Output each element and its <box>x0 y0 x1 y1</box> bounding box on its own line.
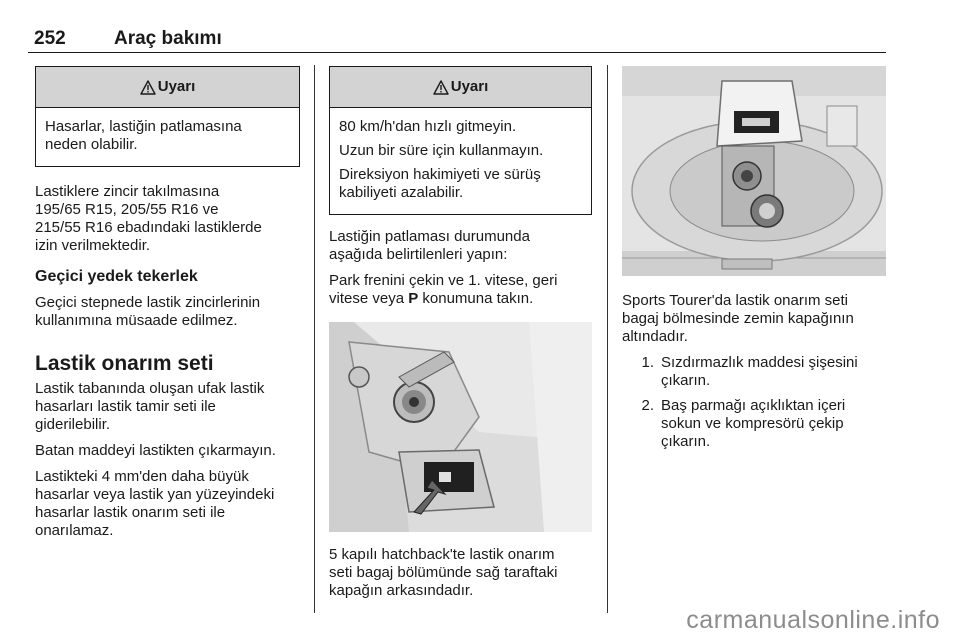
column-divider <box>607 65 608 613</box>
warning-box <box>35 66 300 167</box>
column-divider <box>314 65 315 613</box>
warning-title: Uyarı <box>157 78 196 95</box>
section-heading-repair-kit: Lastik onarım seti <box>35 352 214 375</box>
list-item <box>622 397 884 451</box>
warning-body <box>330 108 591 214</box>
warning-handling-text: Direksiyon hakimiyeti ve sürüş kabiliyeti azalabilir. <box>339 166 541 201</box>
sports-tourer-paragraph: Sports Tourer'da lastik onarım seti bagaj bölmesinde zemin kapağının altındadır. <box>622 292 854 345</box>
damage-limit-paragraph: Lastikteki 4 mm'den daha büyük hasarlar veya lastik yan yüzeyindeki hasarlar lastik onarım seti ile onarılamaz. <box>35 468 275 539</box>
warning-speed-text: 80 km/h'dan hızlı gitmeyin. <box>339 118 517 135</box>
parking-brake-paragraph: Park frenini çekin ve 1. vitese, geri vitese veya P konumuna takın. <box>329 272 558 307</box>
warning-body <box>36 108 299 166</box>
warning-triangle-icon <box>140 80 156 95</box>
warning-header <box>36 67 299 108</box>
page-number: 252 <box>34 28 66 49</box>
hatchback-caption: 5 kapılı hatchback'te lastik onarım seti bagaj bölümünde sağ taraftaki kapağın arkasındadır. <box>329 546 558 599</box>
foreign-object-paragraph: Batan maddeyi lastikten çıkarmayın. <box>35 442 276 459</box>
steps-list <box>622 354 884 451</box>
warning-triangle-icon <box>433 80 449 95</box>
watermark: carmanualsonline.info <box>686 606 940 634</box>
puncture-paragraph: Lastiğin patlaması durumunda aşağıda belirtilenleri yapın: <box>329 228 530 263</box>
section-heading-spare-wheel: Geçici yedek tekerlek <box>35 268 198 285</box>
warning-box <box>329 66 592 215</box>
warning-text: Hasarlar, lastiğin patlamasına neden olabilir. <box>45 118 242 153</box>
step-number: 2. <box>641 397 654 414</box>
repair-kit-paragraph: Lastik tabanında oluşan ufak lastik hasarları lastik tamir seti ile giderilebilir. <box>35 380 265 433</box>
step-text: Baş parmağı açıklıktan içeri sokun ve kompresörü çekip çıkarın. <box>661 397 846 450</box>
hatchback-repair-kit-photo <box>329 322 592 532</box>
warning-title: Uyarı <box>450 78 489 95</box>
sports-tourer-repair-kit-photo <box>622 66 886 276</box>
page-header <box>28 26 886 53</box>
chapter-title: Araç bakımı <box>114 28 222 49</box>
step-number: 1. <box>641 354 654 371</box>
column-3 <box>622 292 884 458</box>
warning-duration-text: Uzun bir süre için kullanmayın. <box>339 142 544 159</box>
chain-paragraph: Lastiklere zincir takılmasına 195/65 R15, 205/55 R16 ve 215/55 R16 ebadındaki lastiklerde izin verilmektedir. <box>35 183 262 254</box>
column-1 <box>35 66 300 548</box>
step-text: Sızdırmazlık maddesi şişesini çıkarın. <box>661 354 858 389</box>
column-2 <box>329 66 592 608</box>
spare-wheel-paragraph: Geçici stepnede lastik zincirlerinin kullanımına müsaade edilmez. <box>35 294 261 329</box>
list-item <box>622 354 884 390</box>
warning-header <box>330 67 591 108</box>
